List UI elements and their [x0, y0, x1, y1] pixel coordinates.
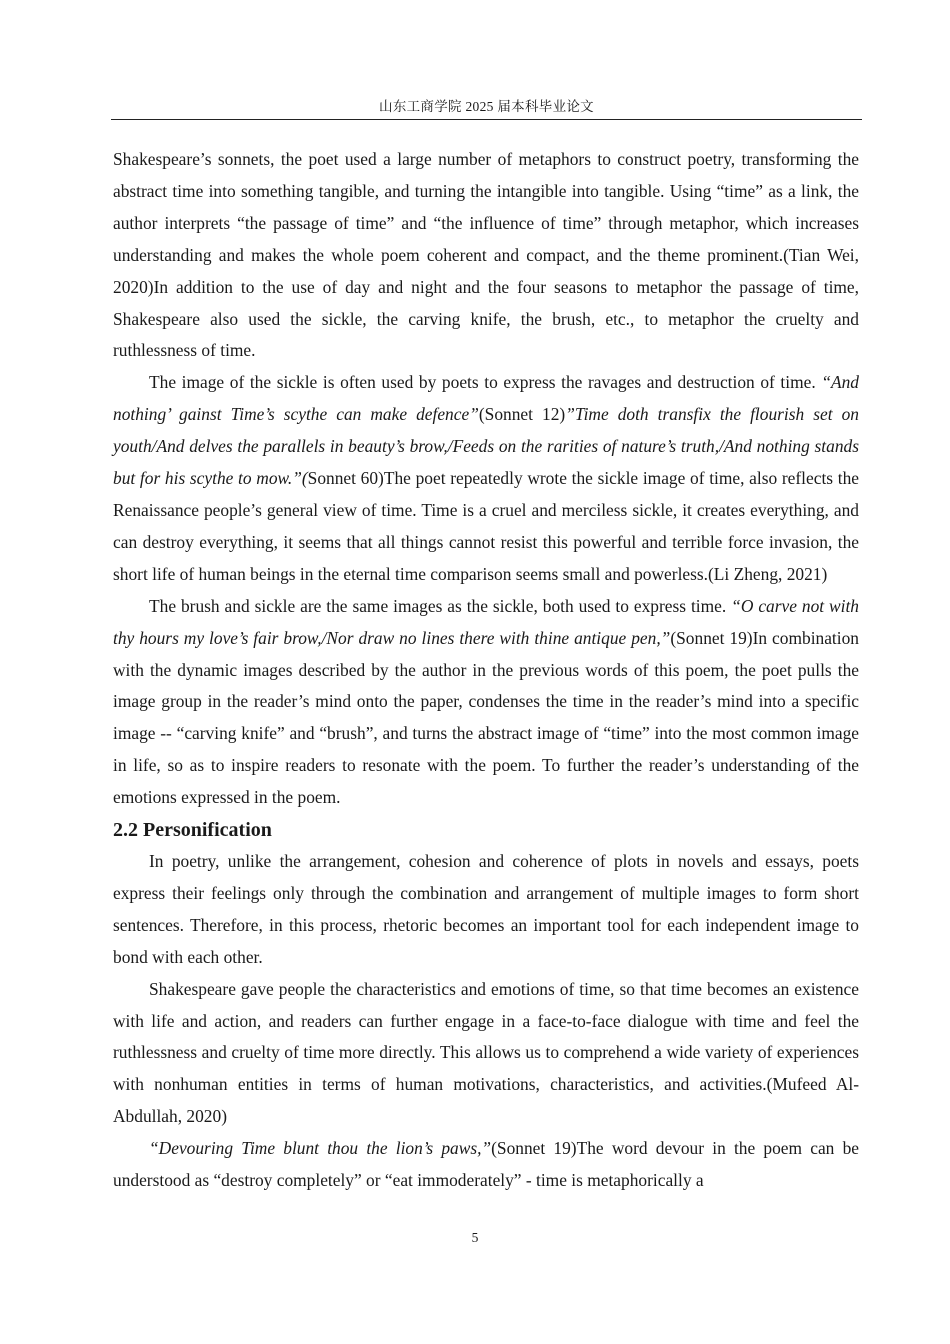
- running-header: 山东工商学院 2025 届本科毕业论文: [379, 99, 594, 114]
- sonnet-quote: “Devouring Time blunt thou the lion’s paws,”: [149, 1138, 492, 1159]
- paragraph-personification: Shakespeare gave people the characteristics and emotions of time, so that time becomes an existence with life and action, and readers can further engage in a face-to-face dialogue with time and feel the ruthlessness and cruelty of time more directly. This allows us to comprehend a wide variety of experiences with nonhuman entities in terms of human motivations, characteristics, and activities.(Mufeed Al-Abdullah, 2020): [113, 978, 859, 1127]
- paragraph-body: (Sonnet 19)In combination with the dynamic images described by the author in the previous words of this poem, the poet pulls the image group in the reader’s mind onto the paper, condenses the time in the reader’s mind into a specific image -- “carving knife” and “brush”, and turns the abstract image of “time” into the most common image in life, so as to inspire readers to resonate with the poem. To further the reader’s understanding of the emotions expressed in the poem.: [113, 627, 859, 808]
- paragraph-lead: The brush and sickle are the same images as the sickle, both used to express time.: [149, 595, 732, 616]
- paragraph-sickle-image: [113, 367, 859, 590]
- sonnet-quote: ”Time doth transfix the flourish set on youth/And delves the parallels in beauty’s brow,/Feeds on the rarities of nature’s truth,/And nothing stands but for his scythe to mow.”(: [113, 404, 859, 489]
- paragraph-metaphor-continuation: Shakespeare’s sonnets, the poet used a large number of metaphors to construct poetry, transforming the abstract time into something tangible, and turning the intangible into tangible. Using “time” as a link, the author interprets “the passage of time” and “the influence of time” through metaphor, which increases understanding and makes the whole poem coherent and compact, and the theme prominent.(Tian Wei, 2020)In addition to the use of day and night and the four seasons to metaphor the passage of time, Shakespeare also used the sickle, the carving knife, the brush, etc., to metaphor the cruelty and ruthlessness of time.: [113, 149, 859, 361]
- paragraph-poetry-rhetoric: In poetry, unlike the arrangement, cohesion and coherence of plots in novels and essays, poets express their feelings only through the combination and arrangement of multiple images to form short sentences. Therefore, in this process, rhetoric becomes an important tool for each independent image to bond with each other.: [113, 851, 859, 967]
- paragraph-lead: The image of the sickle is often used by poets to express the ravages and destruction of time.: [149, 372, 822, 393]
- section-heading: 2.2 Personification: [113, 819, 272, 842]
- paragraph-devouring-time: [113, 1133, 859, 1197]
- page-number: 5: [471, 1230, 479, 1245]
- sonnet-quote: “And nothing’ gainst Time’s scythe can make defence”: [113, 372, 859, 425]
- sonnet-quote: “O carve not with thy hours my love’s fair brow,/Nor draw no lines there with thine antique pen,”: [113, 595, 859, 648]
- header-divider: [111, 119, 862, 120]
- sonnet-citation: (Sonnet 12): [478, 404, 566, 425]
- body-text: [113, 144, 859, 1197]
- paragraph-body: Sonnet 60)The poet repeatedly wrote the sickle image of time, also reflects the Renaissance people’s general view of time. Time is a cruel and merciless sickle, it creates everything, and can destroy everything, it seems that all things cannot resist this powerful and terrible force invasion, the short life of human beings in the eternal time comparison seems small and powerless.(Li Zheng, 2021): [113, 468, 859, 584]
- paragraph-brush-image: [113, 591, 859, 814]
- paragraph-body: (Sonnet 19)The word devour in the poem can be understood as “destroy completely” or “eat immoderately” - time is metaphorically a: [113, 1138, 859, 1191]
